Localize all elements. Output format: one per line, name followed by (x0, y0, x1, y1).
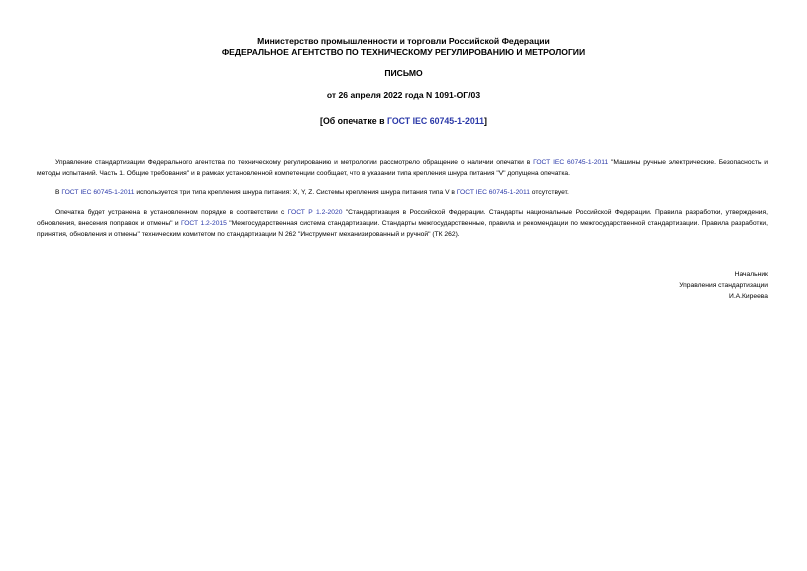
p3-text-3: "Межгосударственная система стандартизации. Стандарты межгосударственные, правила и рекомендации по межгосударственной стандартизации. Правила разработки, принятия, обновления и отмены" техническим комитетом по стандартизации N 262 "Инструмент механизированный и ручной" (ТК 262). (37, 220, 768, 238)
ministry-name: Министерство промышленности и торговли Российской Федерации (257, 36, 550, 46)
paragraph-2 (37, 187, 768, 198)
p2-text-1: В (55, 189, 62, 196)
subject-close: ] (484, 116, 487, 126)
signature-name: И.А.Киреева (729, 293, 768, 300)
document-subject (0, 116, 807, 127)
p3-text-2: "Стандартизация в Российской Федерации. Стандарты национальные Российской Федерации. Правила разработки, утверждения, обновления, внесения поправок и отмены" и (37, 209, 768, 227)
p3-gost-r-link[interactable]: ГОСТ Р 1.2-2020 (287, 209, 343, 216)
signature-department: Управления стандартизации (679, 282, 768, 289)
p2-text-2: используется три типа крепления шнура питания: X, Y, Z. Системы крепления шнура питания типа V в (134, 189, 457, 196)
p1-gost-link[interactable]: ГОСТ IEC 60745-1-2011 (533, 159, 609, 166)
paragraph-3 (37, 207, 768, 240)
subject-open: [Об опечатке в (320, 116, 387, 126)
p2-gost-link-1[interactable]: ГОСТ IEC 60745-1-2011 (61, 189, 135, 196)
p1-text-1: Управление стандартизации Федерального агентства по техническому регулированию и метрологии рассмотрело обращение о наличии опечатки в (55, 159, 534, 166)
signature-block (679, 269, 768, 302)
document-date-number: от 26 апреля 2022 года N 1091-ОГ/03 (326, 90, 481, 100)
signature-title: Начальник (734, 271, 768, 278)
p3-text-1: Опечатка будет устранена в установленном порядке в соответствии с (55, 209, 288, 216)
p2-text-3: отсутствует. (529, 189, 569, 196)
p3-gost-link[interactable]: ГОСТ 1.2-2015 (180, 220, 227, 227)
subject-gost-link[interactable]: ГОСТ IEC 60745-1-2011 (386, 116, 485, 126)
p1-text-2: "Машины ручные электрические. Безопасность и методы испытаний. Часть 1. Общие требования" и в рамках установленной компетенции сообщает, что в указании типа крепления шнура питания "V" допущена опечатка. (37, 159, 769, 177)
p2-gost-link-2[interactable]: ГОСТ IEC 60745-1-2011 (456, 189, 530, 196)
document-type: ПИСЬМО (384, 68, 423, 78)
agency-name: ФЕДЕРАЛЬНОЕ АГЕНТСТВО ПО ТЕХНИЧЕСКОМУ РЕГУЛИРОВАНИЮ И МЕТРОЛОГИИ (221, 47, 586, 57)
paragraph-1 (37, 157, 768, 179)
